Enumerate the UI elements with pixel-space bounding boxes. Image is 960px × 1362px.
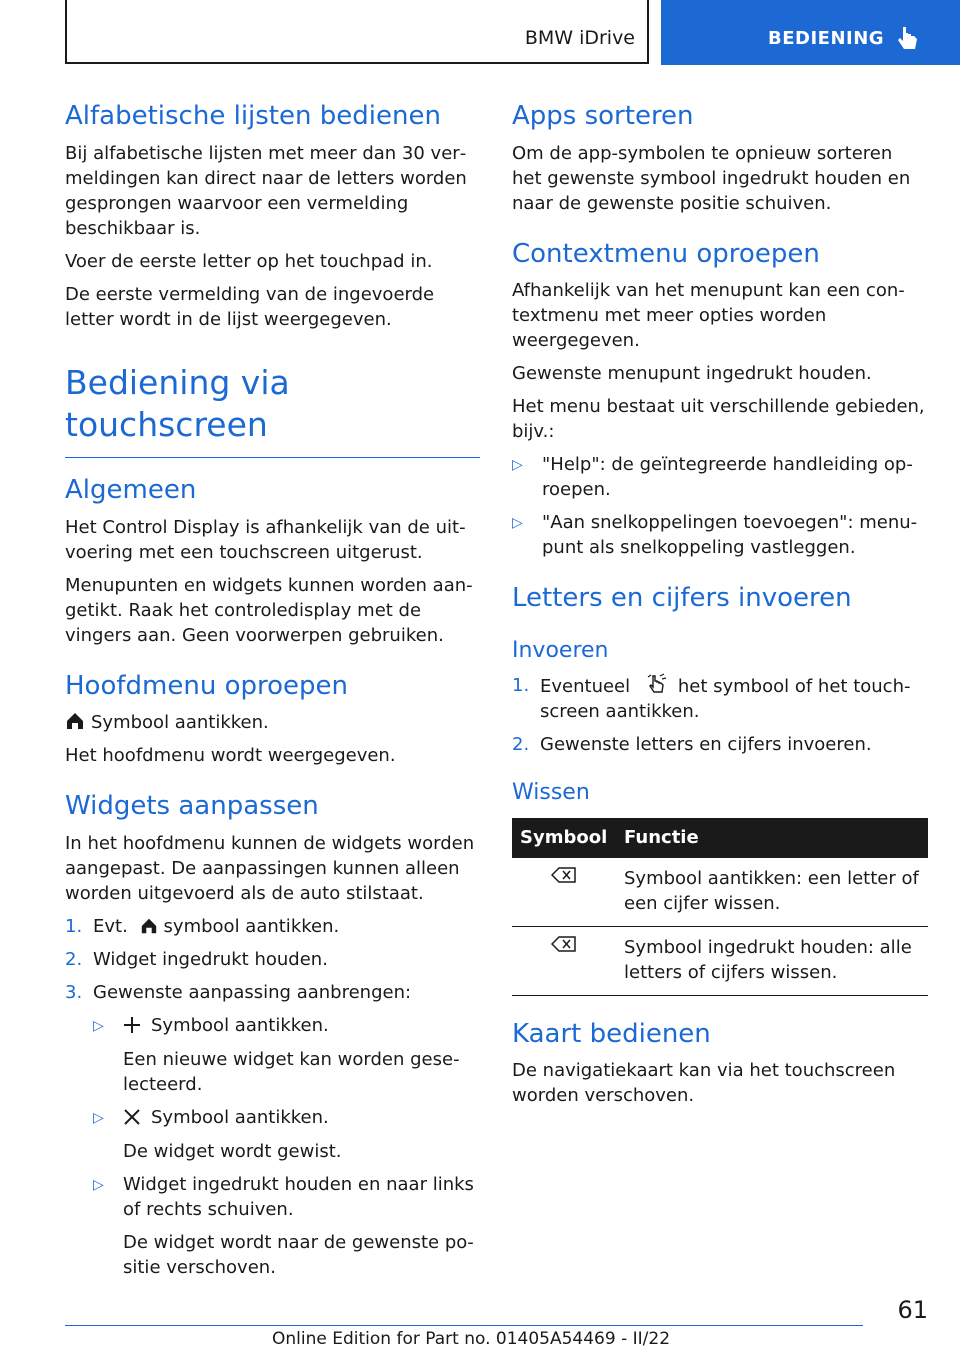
subsection-title-invoeren: Invoeren (512, 637, 609, 663)
list-item (65, 980, 480, 1005)
table-row (512, 926, 928, 995)
list-item (93, 1013, 480, 1039)
list-item (512, 732, 927, 757)
bullet-triangle-icon: ▷ (512, 515, 523, 531)
list-item (65, 914, 480, 939)
step-text: Evt. (93, 915, 128, 937)
list-item (65, 947, 480, 972)
step-text: symbool aantikken. (163, 915, 340, 937)
section-title-alfabetische: Alfabetische lijsten bedienen (65, 101, 441, 131)
home-icon (65, 711, 85, 731)
touch-hand-icon (897, 25, 919, 53)
bullet-text: Symbool aantikken. (151, 1014, 329, 1036)
bullet-text: Symbool aantikken. (151, 1106, 329, 1128)
bullet-subtext: De widget wordt naar de gewenste positie verschoven. (123, 1231, 474, 1278)
paragraph: De navigatiekaart kan via het touchscreen worden verschoven. (512, 1060, 896, 1107)
section-title-widgets: Widgets aanpassen (65, 791, 319, 822)
chapter-title-touchscreen: Bediening via touchscreen (65, 362, 480, 459)
header-section-box (65, 0, 649, 64)
list-item (512, 452, 927, 502)
paragraph: Afhankelijk van het menupunt kan een contextmenu met meer opties worden weergegeven. (512, 280, 905, 351)
paragraph: Bij alfabetische lijsten met meer dan 30 vermeldingen kan direct naar de letters worden gesprongen waarvoor een vermelding beschikbaar is. (65, 142, 467, 239)
bullet-text: Widget ingedrukt houden en naar links of rechts schuiven. (123, 1173, 474, 1220)
step-text: Gewenste letters en cijfers invoeren. (540, 734, 872, 756)
header-chapter-box (661, 0, 960, 65)
paragraph-text: Symbool aantikken. (91, 712, 269, 734)
left-column (65, 100, 480, 1288)
paragraph: Menupunten en widgets kunnen worden aangetikt. Raak het controledisplay met de vingers aan. Geen voorwerpen gebruiken. (65, 574, 473, 646)
table-header-row (512, 818, 928, 858)
table-cell-symbol (512, 926, 616, 995)
handwriting-icon (646, 673, 668, 695)
paragraph: Het Control Display is afhankelijk van de uitvoering met een touchscreen uitgerust. (65, 516, 466, 563)
right-column (512, 100, 927, 1116)
header-section-title: BMW iDrive (524, 27, 635, 49)
paragraph: Om de app-symbolen te opnieuw sorteren het gewenste symbool ingedrukt houden en naar de gewenste positie schuiven. (512, 142, 911, 214)
table-cell-symbol (512, 858, 616, 927)
bullet-triangle-icon: ▷ (512, 457, 523, 473)
bullet-text: "Aan snelkoppelingen toevoegen": menupunt als snelkoppeling vastleggen. (542, 512, 918, 558)
section-title-hoofdmenu: Hoofdmenu oproepen (65, 670, 348, 701)
bullet-triangle-icon: ▷ (93, 1176, 104, 1193)
paragraph: Het hoofdmenu wordt weergegeven. (65, 745, 396, 767)
list-item (512, 673, 927, 724)
paragraph: Gewenste menupunt ingedrukt houden. (512, 363, 872, 384)
footer-edition: Online Edition for Part no. 01405A54469 - II/22 (272, 1329, 671, 1349)
subsection-title-wissen: Wissen (512, 780, 590, 806)
paragraph (65, 710, 480, 735)
paragraph: De eerste vermelding van de ingevoerde letter wordt in de lijst weergegeven. (65, 283, 435, 330)
paragraph: Het menu bestaat uit verschillende gebieden, bijv.: (512, 396, 925, 442)
list-item (512, 510, 927, 560)
bullet-subtext: Een nieuwe widget kan worden geselecteerd. (123, 1048, 460, 1095)
step-number: 1. (65, 915, 83, 937)
list-item (93, 1105, 480, 1131)
step-number: 3. (65, 981, 83, 1003)
step-number: 2. (512, 734, 530, 756)
section-title-letters-cijfers: Letters en cijfers invoeren (512, 583, 852, 613)
step-text: Widget ingedrukt houden. (93, 948, 328, 970)
footer-divider (65, 1325, 863, 1326)
symbol-table (512, 818, 928, 996)
section-title-apps-sorteren: Apps sorteren (512, 101, 694, 131)
paragraph: In het hoofdmenu kunnen de widgets worden aangepast. De aanpassingen kunnen alleen worden uitgevoerd als de auto stilstaat. (65, 832, 475, 904)
header-chapter-title: BEDIENING (768, 28, 885, 49)
paragraph: Voer de eerste letter op het touchpad in. (65, 250, 433, 272)
backspace-icon (551, 866, 577, 884)
backspace-icon (551, 935, 577, 953)
bullet-triangle-icon: ▷ (93, 1017, 104, 1034)
bullet-subtext: De widget wordt gewist. (123, 1140, 342, 1162)
section-title-contextmenu: Contextmenu oproepen (512, 238, 820, 269)
section-title-kaart: Kaart bedienen (512, 1018, 711, 1049)
step-number: 1. (512, 675, 530, 697)
table-row (512, 858, 928, 927)
close-icon (123, 1108, 141, 1126)
table-cell-function: Symbool aantikken: een letter of een cijfer wissen. (616, 858, 928, 927)
home-icon (140, 917, 158, 935)
bullet-text: "Help": de geïntegreerde handleiding oproepen. (542, 454, 913, 500)
table-header-functie: Functie (616, 818, 928, 858)
step-text: Eventueel (540, 676, 631, 698)
step-text: Gewenste aanpassing aanbrengen: (93, 981, 412, 1003)
step-text: het symbool of het touchscreen aantikken. (540, 676, 911, 723)
section-title-algemeen: Algemeen (65, 475, 197, 506)
step-number: 2. (65, 948, 83, 970)
list-item (93, 1172, 480, 1222)
plus-icon (123, 1016, 141, 1034)
page-number: 61 (897, 1296, 928, 1324)
table-header-symbool: Symbool (512, 818, 616, 858)
bullet-triangle-icon: ▷ (93, 1109, 104, 1126)
table-cell-function: Symbool ingedrukt houden: alle letters of cijfers wissen. (616, 926, 928, 995)
